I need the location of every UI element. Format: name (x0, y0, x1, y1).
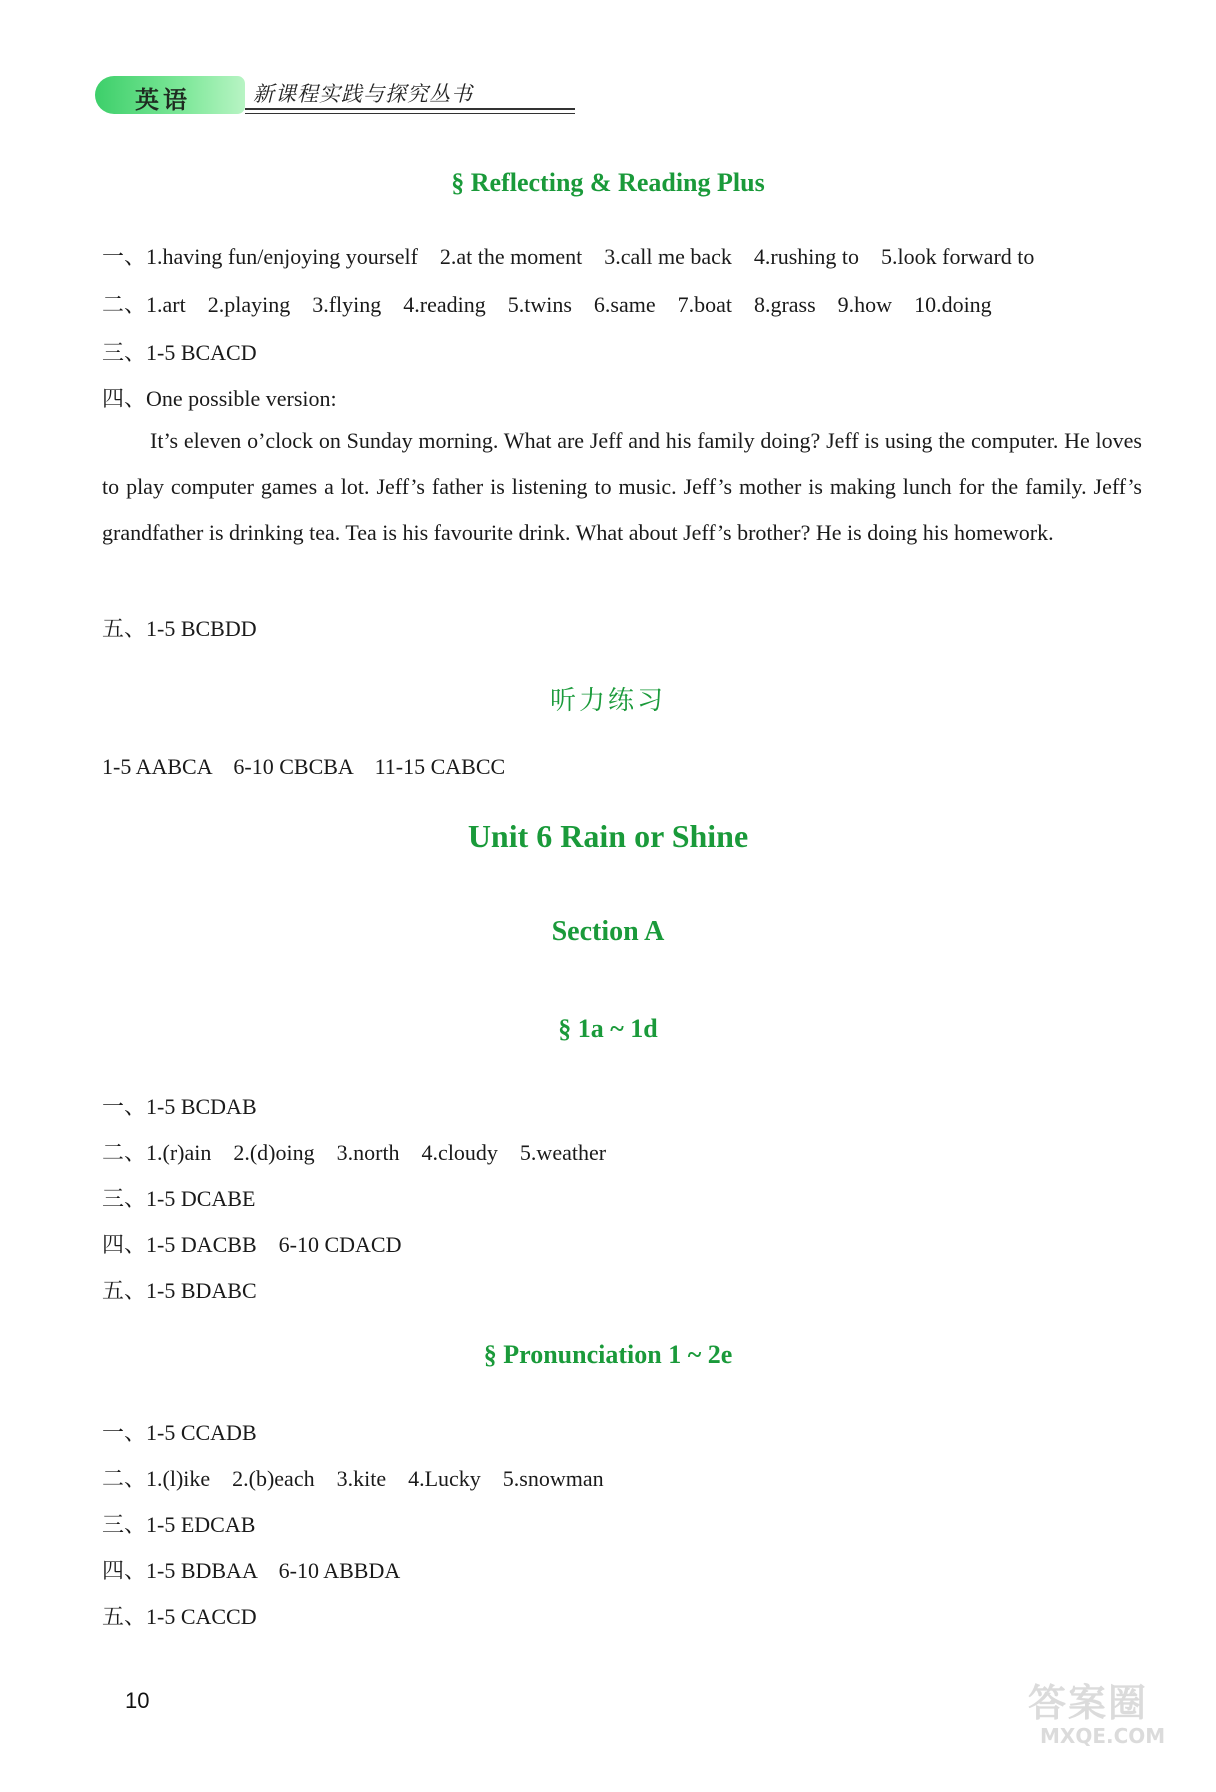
answer-line: 四、1-5 DACBB 6-10 CDACD (102, 1232, 402, 1257)
answer-line: 一、1.having fun/enjoying yourself 2.at the moment 3.call me back 4.rushing to 5.look forward to (102, 244, 1035, 269)
part2-heading: § Pronunciation 1 ~ 2e (483, 1340, 733, 1369)
unit-title: Unit 6 Rain or Shine (467, 818, 749, 854)
listening-heading: 听力练习 (549, 686, 666, 716)
answer-line: 二、1.(r)ain 2.(d)oing 3.north 4.cloudy 5.weather (102, 1140, 607, 1165)
answer-line: 五、1-5 BDABC (102, 1278, 257, 1303)
listening-answers: 1-5 AABCA 6-10 CBCBA 11-15 CABCC (102, 754, 506, 779)
answer-line: 一、1-5 CCADB (102, 1420, 257, 1445)
sample-essay: It’s eleven o’clock on Sunday morning. What are Jeff and his family doing? Jeff is using the computer. He loves to play computer games a lot. Jeff’s father is listening to music. Jeff’s mother is making lunch for the family. Jeff’s grandfather is drinking tea. Tea is his favourite drink. What about Jeff’s brother? He is doing his homework. (102, 428, 1142, 545)
reflecting-heading: § Reflecting & Reading Plus (451, 168, 765, 197)
series-title: 新课程实践与探究丛书 (253, 82, 473, 106)
page-header (95, 72, 485, 116)
section-title: Section A (551, 916, 665, 947)
header-divider-thin (245, 113, 575, 114)
subject-label: 英语 (135, 86, 191, 114)
answer-line: 三、1-5 BCACD (102, 340, 257, 365)
answer-line: 四、One possible version: (102, 386, 337, 411)
watermark-url: MXQE.COM (1040, 1724, 1166, 1748)
page-number: 10 (125, 1688, 150, 1713)
answer-line: 三、1-5 DCABE (102, 1186, 256, 1211)
answer-line: 二、1.art 2.playing 3.flying 4.reading 5.twins 6.same 7.boat 8.grass 9.how 10.doing (102, 292, 992, 317)
answer-line: 一、1-5 BCDAB (102, 1094, 257, 1119)
header-divider (245, 108, 575, 110)
answer-line: 五、1-5 BCBDD (102, 616, 257, 641)
answer-line: 二、1.(l)ike 2.(b)each 3.kite 4.Lucky 5.snowman (102, 1466, 604, 1491)
part1-heading: § 1a ~ 1d (558, 1014, 658, 1043)
answer-line: 四、1-5 BDBAA 6-10 ABBDA (102, 1558, 401, 1583)
watermark (1028, 1672, 1198, 1772)
answer-line: 三、1-5 EDCAB (102, 1512, 256, 1537)
answer-line: 五、1-5 CACCD (102, 1604, 257, 1629)
watermark-logo: 答案圈 (1028, 1681, 1149, 1725)
